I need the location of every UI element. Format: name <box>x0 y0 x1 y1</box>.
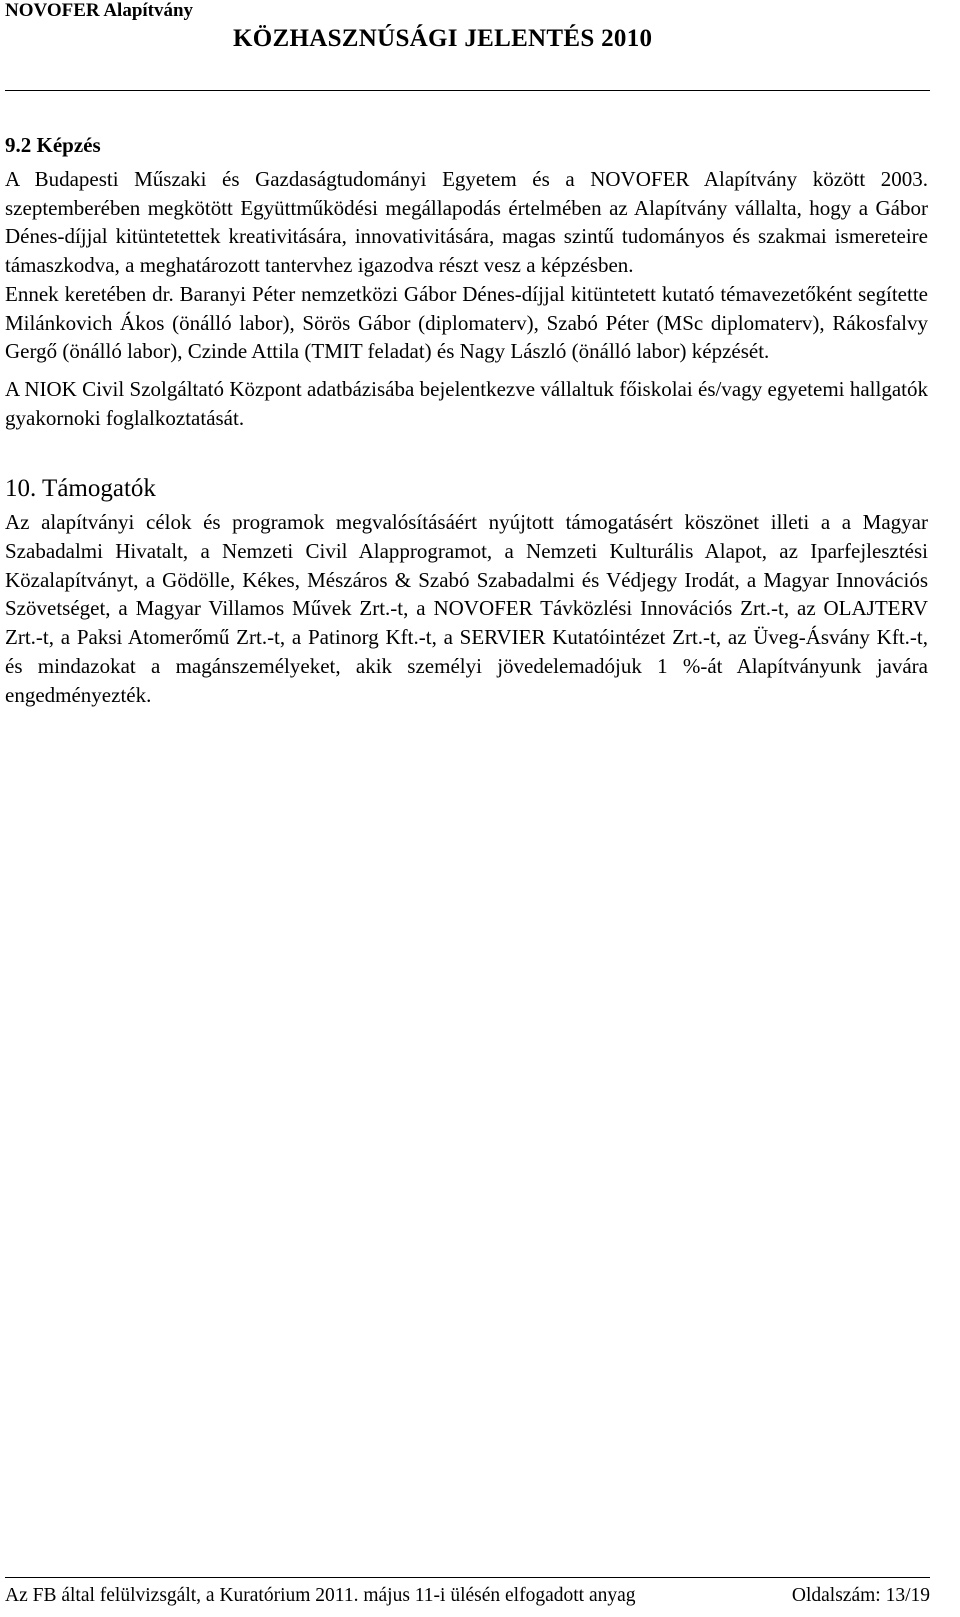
paragraph-cooperation-agreement: A Budapesti Műszaki és Gazdaságtudományi Egyetem és a NOVOFER Alapítvány között 2003. szeptemberében megkötött Együttműködési megállapodás értelmében az Alapítvány vállalta, hogy a Gábor Dénes-díjjal kitüntetettek kreativitására, innovativitására, magas szintű tudományos és szakmai ismereteire támaszkodva, a meghatározott tantervhez igazodva részt vesz a képzésben. <box>5 167 928 278</box>
footer-page-number: Oldalszám: 13/19 <box>791 1585 930 1606</box>
section-heading-tamogatok: 10. Támogatók <box>5 475 156 503</box>
header-report-title: KÖZHASZNÚSÁGI JELENTÉS 2010 <box>233 25 653 52</box>
footer-approval-note: Az FB által felülvizsgált, a Kuratórium 2011. május 11-i ülésén elfogadott anyag <box>5 1585 636 1606</box>
header-organization: NOVOFER Alapítvány <box>5 0 194 21</box>
paragraph-internship: A NIOK Civil Szolgáltató Központ adatbázisába bejelentkezve vállaltuk főiskolai és/vagy egyetemi hallgatók gyakornoki foglalkoztatását. <box>5 376 928 430</box>
page-footer <box>5 1577 930 1610</box>
section-heading-kepzes: 9.2 Képzés <box>5 133 101 157</box>
paragraph-supervision: Ennek keretében dr. Baranyi Péter nemzetközi Gábor Dénes-díjjal kitüntetett kutató témavezetőként segítette Milánkovich Ákos (önálló labor), Sörös Gábor (diplomaterv), Szabó Péter (MSc diplomaterv), Rákosfalvy Gergő (önálló labor), Czinde Attila (TMIT feladat) és Nagy László (önálló labor) képzését. <box>5 281 928 364</box>
page-content <box>5 130 928 709</box>
page-header <box>5 0 930 91</box>
paragraph-supporters: Az alapítványi célok és programok megvalósításáért nyújtott támogatásért köszönet illeti a a Magyar Szabadalmi Hivatalt, a Nemzeti Civil Alapprogramot, a Nemzeti Kulturális Alapot, az Iparfejlesztési Közalapítványt, a Gödölle, Kékes, Mészáros & Szabó Szabadalmi és Védjegy Irodát, a Magyar Innovációs Szövetséget, a Magyar Villamos Művek Zrt.-t, a NOVOFER Távközlési Innovációs Zrt.-t, az OLAJTERV Zrt.-t, a Paksi Atomerőmű Zrt.-t, a Patinorg Kft.-t, a SERVIER Kutatóintézet Zrt.-t, az Üveg-Ásvány Kft.-t, és mindazokat a magánszemélyeket, akik személyi jövedelemadójuk 1 %-át Alapítványunk javára engedményezték. <box>5 510 928 707</box>
